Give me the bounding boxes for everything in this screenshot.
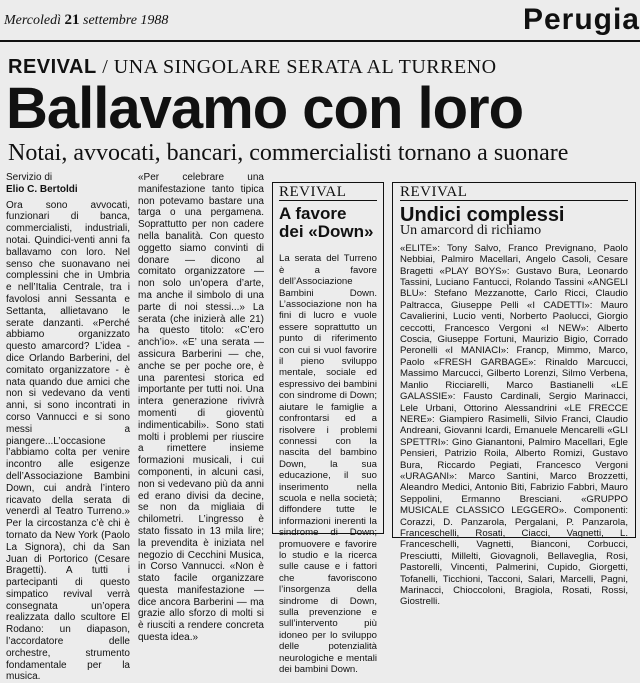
- article-subhead: Notai, avvocati, bancari, commercialisti tornano a suonare: [8, 140, 569, 166]
- kicker-tag: REVIVAL: [8, 56, 97, 78]
- byline-author: Elio C. Bertoldi: [6, 183, 78, 195]
- kicker-separator: /: [96, 56, 114, 78]
- section-city: Perugia: [522, 3, 640, 36]
- kicker-text: UNA SINGOLARE SERATA AL TURRENO: [113, 56, 497, 78]
- dateline: [0, 2, 640, 42]
- box-bands-subtitle: Un amarcord di richiamo: [400, 223, 542, 239]
- article-headline: Ballavamo con loro: [6, 76, 524, 141]
- byline-label: Servizio di: [6, 172, 53, 183]
- date-weekday: Mercoledì: [4, 13, 62, 28]
- date-month-year: settembre 1988: [83, 13, 169, 28]
- column-1-text: Ora sono avvocati, funzionari di banca, commercialisti, industriali, notai. Quindici-venti anni fa ballavamo con loro. Nel senso che suonavano nei complessini che in Umbria e nell’Italia Centrale, tra i favolosi anni Sessanta e Settanta, allietavano le serate danzanti. «Perché abbiamo organizzato questo amarcord? L’idea - dice Orlando Barberini, del comitato organizzatore - è nata quando due amici che non si vedevano da venti anni, si sono incontrati in corso Vannucci e si sono messi a piangere...L’occasione l’abbiamo colta per venire incontro alle esigenze dell’Associazione Bambini Down, cui andrà l’intero ricavato della serata di venerdì al Teatro Turreno.» Per la circostanza c’è chi è tornato da New York (Paolo La Signora), chi da San Juan di Portorico (Cesare Bragetti). A tutti i partecipanti di questo simpatico revival verrà consegnata un’opera realizzata dallo scultore El Rodano: un diapason, l’accordatore delle orchestre, strumento fondamentale per la musica.: [6, 199, 130, 683]
- column-2-text: «Per celebrare una manifestazione tanto tipica non potevamo bastare una targa o una pergamena. Soprattutto per non cadere nella banalità. Con questo oggetto siamo convinti di donare — dicono al comitato organizzatore — non solo un’opera d’arte, ma anche il simbolo di una parte di noi stessi...» La serata (che inizierà alle 21) ha questo titolo: «C’ero anch’io». «E’ una serata — assicura Barberini — che, anche se per poche ore, è una parentesi storica ed importante per tutti noi. Una intera generazione rivivrà momenti di gioventù indimenticabili». Sono stati molti i problemi per riuscire a rimettere insieme formazioni musicali, i cui componenti, in alcuni casi, non si vedevano più da anni ed erano divisi da decine, se non da migliaia di chilometri. L’ingresso è stato fissato in 13 mila lire; la prevendita è iniziata nel negozio di Cecchini Musica, in Corso Vannucci. «Non è stato facile organizzare questa manifestazione — dice ancora Barberini — ma grazie allo sforzo di molti si è riusciti a rendere concreta questa idea.»: [138, 172, 264, 644]
- issue-date: [4, 12, 168, 29]
- box-bands-body: «ELITE»: Tony Salvo, Franco Prevignano, Paolo Nebbiai, Palmiro Macellari, Angelo Casoli, Cesare Bragetti «PLAY BOYS»: Gustavo Bura, Leonardo Tassini, Luciano Fantucci, Rolando Tassini «ANGELI BLU»: Stefano Mezzanotte, Carlo Ricci, Claudio Paltracca, Giuseppe Pelli «I CADETTI»: Mauro Cavalierini, Lucio venti, Norberto Paolucci, Giorgio ceccotti, Francesco Vergoni «I NEW»: Alberto Coscia, Giuseppe Fortuni, Maurizio Bigio, Corrado Peronelli «I MANIACI»: Francp, Mimmo, Marco, Paolo «FRESH GARBAGE»: Rinaldo Marcucci, Massimo Marcucci, Gilberto Lorenzi, Silmo Verbena, Manlio Ricciarelli, Marco Bastianelli «LE GALASSIE»: Fausto Cardinali, Sergio Marinacci, Lele Urbani, Ottorino Alessandrini «LE FRECCE NERE»: Giampiero Rasimelli, Silvio Franci, Claudio Andreani, Giovanni Icardi, Emanuele Mencarelli «GLI SPETTRI»: Gino Gianantoni, Palmiro Macellari, Egle Pensieri, Patrizio Roila, Alberto Romizi, Gustavo Bura, Riccardo Pegiati, Francesco Vergoni «URAGANI»: Marco Santini, Marco Brozzetti, Aleandro Medici, Antonio Biti, Fabrizio Fabbri, Mauro Seppolini, Ermanno Bresciani. «GRUPPO MUSICALE CLASSICO LEGGERO». Componenti: Corazzi, D. Panzarola, Pergalani, P. Panzarola, Franceschelli, Rosati, Ciacci, Vagnetti, L. Franceschelli, Vagnetti, Bianconi, Corbucci, Presciutti, Millelti, Giovagnoli, Bellaveglia, Rosi, Pastorelli, Vincenti, Palmerini, Cupido, Giorgetti, Tofanelli, Ticchioni, Tacconi, Salari, Marcelli, Pagni, Marinacci, Chioccoloni, Bragiola, Rosati, Rossi, Giostrelli.: [400, 242, 628, 608]
- box-down-rule: [279, 200, 377, 201]
- sidebar-box-bands: [392, 182, 636, 608]
- box-down-kicker: REVIVAL: [279, 184, 347, 200]
- box-bands-title: Undici complessi: [400, 204, 565, 227]
- box-bands-rule: [400, 200, 628, 201]
- article-column-1: [6, 172, 130, 683]
- date-day-number: 21: [64, 12, 80, 28]
- article-column-2: [138, 172, 264, 644]
- box-down-title-2: dei «Down»: [279, 222, 374, 242]
- box-bands-kicker: REVIVAL: [400, 184, 468, 200]
- sidebar-box-down: [272, 182, 384, 676]
- box-down-body: La serata del Turreno è a favore dell’Associazione Bambini Down. L’associazione non ha fini di lucro e vuole essere soprattutto un punto di riferimento con cui si vuol favorire il pieno sviluppo mentale, sociale ed espressivo dei bambini con sindrome di Down; aiutare le famiglie a confrontarsi ed a risolvere i problemi connessi con la nascita del bambino Down, la sua educazione, il suo inserimento nella scuola e nella società; diffondere tutte le informazioni inerenti la sindrome di Down; promuovere e favorire lo studio e la ricerca sulle cause e i fattori che favoriscono l’insorgenza della sindrome di Down, sulla prevenzione e sull’intervento più idoneo per lo sviluppo delle potenzialità neurologiche e mentali dei bambini Down.: [279, 253, 377, 676]
- box-down-title-1: A favore: [279, 204, 347, 224]
